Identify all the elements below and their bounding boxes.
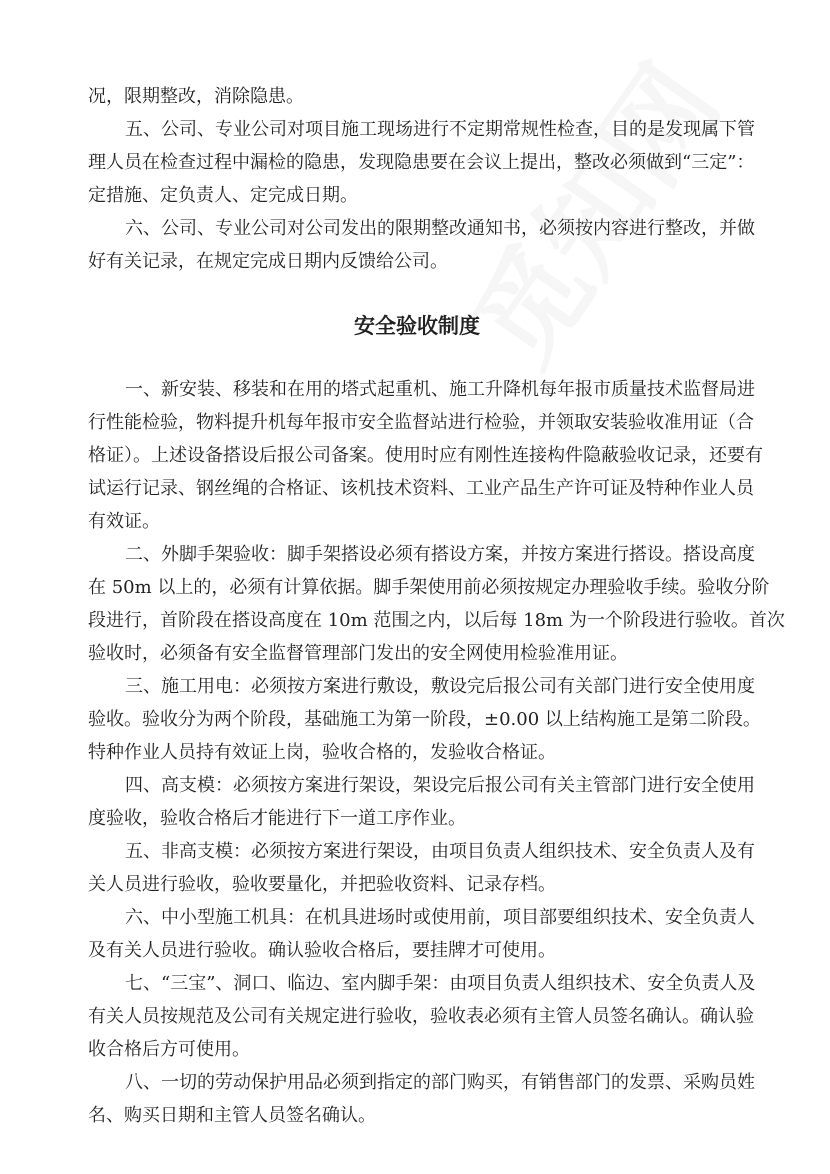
paragraph xyxy=(88,373,763,538)
text-line: 一、新安装、移装和在用的塔式起重机、施工升降机每年报市质量技术监督局进 xyxy=(125,379,755,400)
paragraph xyxy=(88,769,755,835)
text-line: 段进行，首阶段在搭设高度在 10m 范围之内，以后每 18m 为一个阶段进行验收。首次 xyxy=(88,610,785,631)
text-line: 行性能检验，物料提升机每年报市安全监督站进行检验，并领取安装验收准用证（合 xyxy=(88,412,754,433)
text-line: 定措施、定负责人、定完成日期。 xyxy=(88,185,358,206)
text-line: 度验收，验收合格后才能进行下一道工序作业。 xyxy=(88,808,466,829)
paragraph xyxy=(88,1066,755,1132)
text-line: 格证）。上述设备搭设后报公司备案。使用时应有刚性连接构件隐蔽验收记录，还要有 xyxy=(88,445,763,466)
text-line: 六、中小型施工机具：在机具进场时或使用前，项目部要组织技术、安全负责人 xyxy=(125,907,755,928)
paragraph xyxy=(88,967,756,1066)
text-line: 五、非高支模：必须按方案进行架设，由项目负责人组织技术、安全负责人及有 xyxy=(125,841,755,862)
text-line: 五、公司、专业公司对项目施工现场进行不定期常规性检查，目的是发现属下管 xyxy=(125,119,755,140)
text-line: 有效证。 xyxy=(88,511,160,532)
section-paragraphs xyxy=(88,373,785,1132)
text-line: 六、公司、专业公司对公司发出的限期整改通知书，必须按内容进行整改，并做 xyxy=(125,218,755,239)
text-line: 试运行记录、钢丝绳的合格证、该机技术资料、工业产品生产许可证及特种作业人员 xyxy=(88,478,754,499)
document-page xyxy=(88,80,785,1132)
text-line: 关人员进行验收，验收要量化，并把验收资料、记录存档。 xyxy=(88,874,556,895)
text-line: 收合格后方可使用。 xyxy=(88,1039,250,1060)
text-line: 在 50m 以上的，必须有计算依据。脚手架使用前必须按规定办理验收手续。验收分阶 xyxy=(88,577,770,598)
text-line: 好有关记录，在规定完成日期内反馈给公司。 xyxy=(88,251,448,272)
paragraph xyxy=(88,670,761,769)
paragraph xyxy=(88,538,785,670)
text-line: 名、购买日期和主管人员签名确认。 xyxy=(88,1105,376,1126)
paragraph xyxy=(88,835,755,901)
section-title-text: 安全验收制度 xyxy=(354,313,480,338)
text-line: 况，限期整改，消除隐患。 xyxy=(88,86,304,107)
section-title xyxy=(88,278,746,373)
text-line: 七、“三宝”、洞口、临边、室内脚手架：由项目负责人组织技术、安全负责人及 xyxy=(125,973,756,994)
text-line: 验收时，必须备有安全监督管理部门发出的安全网使用检验准用证。 xyxy=(88,643,628,664)
paragraph xyxy=(88,212,755,278)
top-paragraphs xyxy=(88,80,755,278)
paragraph xyxy=(88,113,755,212)
paragraph xyxy=(88,901,755,967)
text-line: 有关人员按规范及公司有关规定进行验收，验收表必须有主管人员签名确认。确认验 xyxy=(88,1006,754,1027)
text-line: 三、施工用电：必须按方案进行敷设，敷设完后报公司有关部门进行安全使用度 xyxy=(125,676,755,697)
text-line: 及有关人员进行验收。确认验收合格后，要挂牌才可使用。 xyxy=(88,940,556,961)
paragraph xyxy=(88,80,746,113)
text-line: 理人员在检查过程中漏检的隐患，发现隐患要在会议上提出，整改必须做到“三定”： xyxy=(88,152,755,173)
text-line: 四、高支模：必须按方案进行架设，架设完后报公司有关主管部门进行安全使用 xyxy=(125,775,755,796)
text-line: 二、外脚手架验收：脚手架搭设必须有搭设方案，并按方案进行搭设。搭设高度 xyxy=(125,544,755,565)
text-line: 特种作业人员持有效证上岗，验收合格的，发验收合格证。 xyxy=(88,742,556,763)
text-line: 验收。验收分为两个阶段，基础施工为第一阶段，±0.00 以上结构施工是第二阶段。 xyxy=(88,709,761,730)
text-line: 八、一切的劳动保护用品必须到指定的部门购买，有销售部门的发票、采购员姓 xyxy=(125,1072,755,1093)
